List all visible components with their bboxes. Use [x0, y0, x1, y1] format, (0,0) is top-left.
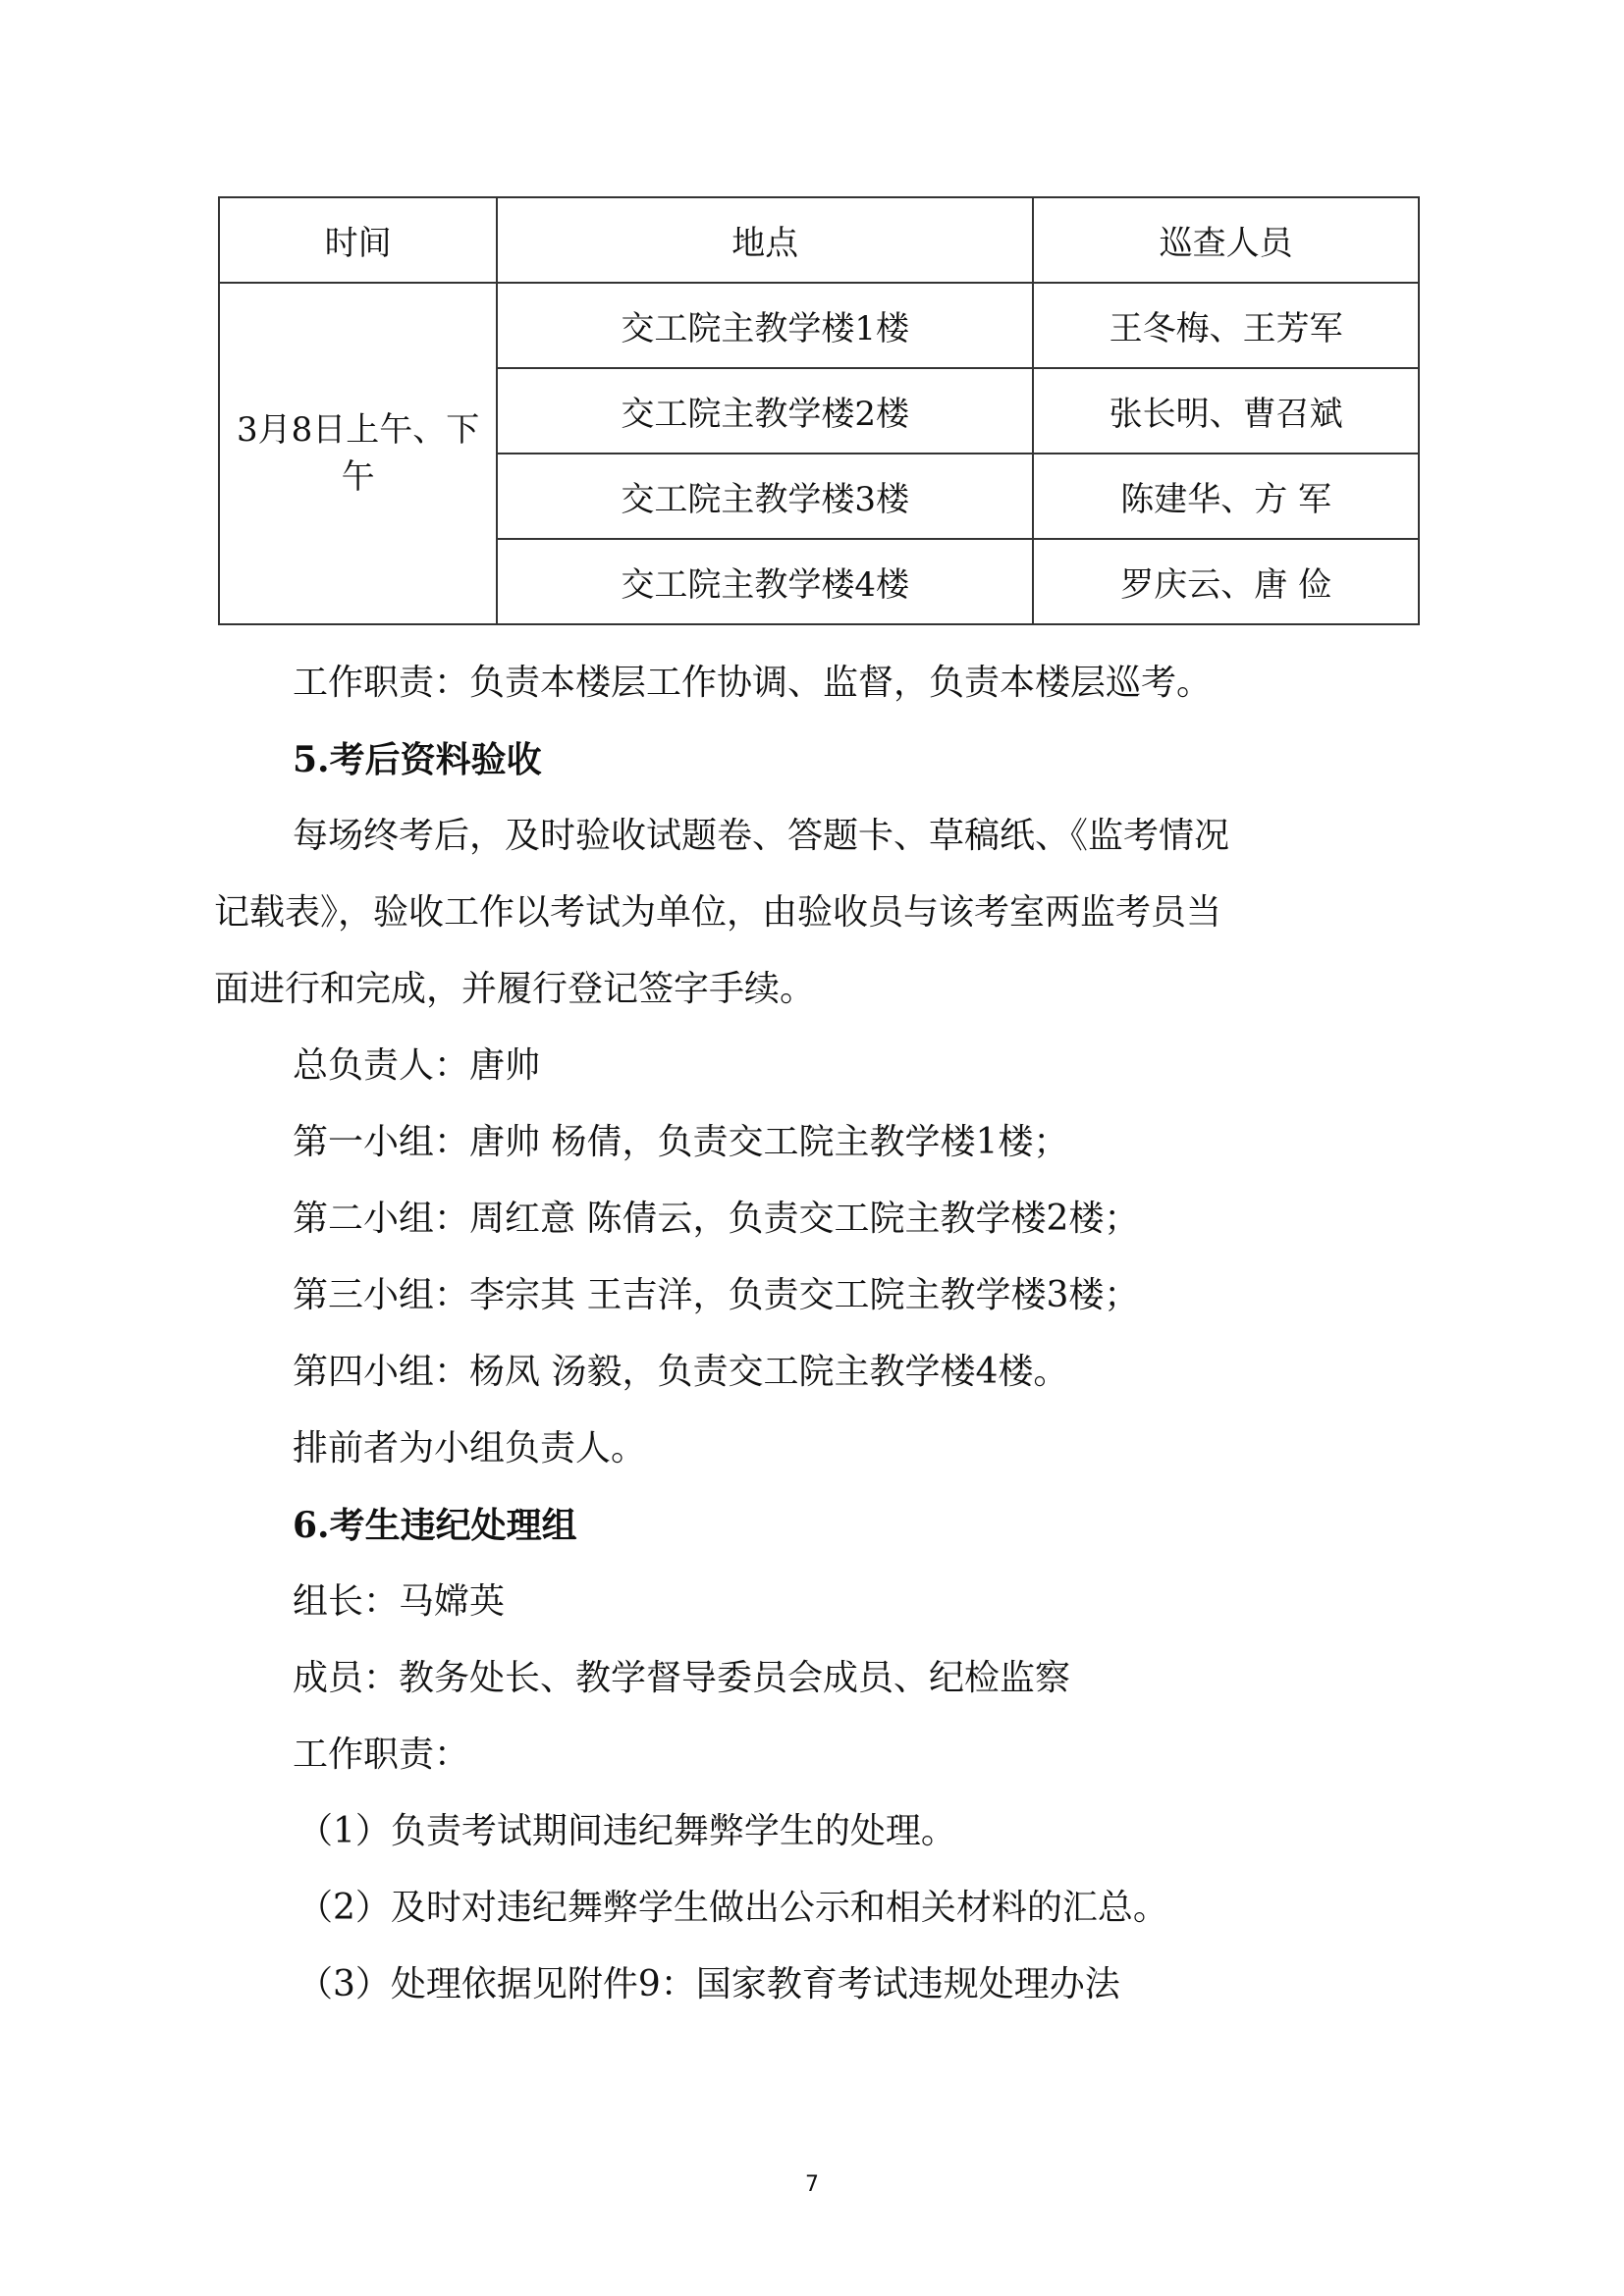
table-header-row	[219, 197, 1419, 283]
location-cell: 交工院主教学楼2楼	[497, 368, 1033, 454]
group-line: 第二小组：周红意 陈倩云，负责交工院主教学楼2楼；	[293, 1199, 1140, 1239]
duty-label: 工作职责：	[293, 1735, 470, 1775]
time-cell: 3月8日上午、下午	[219, 283, 497, 624]
page-number: 7	[805, 2172, 819, 2197]
duty-item: （1）负责考试期间违纪舞弊学生的处理。	[298, 1811, 956, 1851]
location-cell: 交工院主教学楼3楼	[497, 454, 1033, 539]
staff-cell: 张长明、曹召斌	[1033, 368, 1419, 454]
table-row	[219, 283, 1419, 368]
group-members: 成员：教务处长、教学督导委员会成员、纪检监察	[293, 1658, 1071, 1698]
staff-cell: 陈建华、方 军	[1033, 454, 1419, 539]
section-6-heading: 6.考生违纪处理组	[293, 1505, 577, 1546]
group-note: 排前者为小组负责人。	[293, 1428, 647, 1468]
header-staff: 巡查人员	[1033, 197, 1419, 283]
patrol-schedule-table	[218, 196, 1420, 625]
location-cell: 交工院主教学楼1楼	[497, 283, 1033, 368]
paragraph-line: 记载表》，验收工作以考试为单位，由验收员与该考室两监考员当	[214, 892, 1222, 933]
duty-item: （3）处理依据见附件9：国家教育考试违规处理办法	[298, 1964, 1120, 2004]
staff-cell: 王冬梅、王芳军	[1033, 283, 1419, 368]
group-line: 第四小组：杨凤 汤毅，负责交工院主教学楼4楼。	[293, 1352, 1069, 1392]
header-time: 时间	[219, 197, 497, 283]
paragraph-line: 每场终考后，及时验收试题卷、答题卡、草稿纸、《监考情况	[293, 816, 1230, 856]
staff-cell: 罗庆云、唐 俭	[1033, 539, 1419, 624]
section-5-heading: 5.考后资料验收	[293, 739, 542, 780]
header-location: 地点	[497, 197, 1033, 283]
location-cell: 交工院主教学楼4楼	[497, 539, 1033, 624]
paragraph-line: 面进行和完成，并履行登记签字手续。	[214, 969, 816, 1009]
group-leader: 组长：马嫦英	[293, 1581, 506, 1622]
group-line: 第三小组：李宗其 王吉洋，负责交工院主教学楼3楼；	[293, 1275, 1140, 1315]
group-line: 第一小组：唐帅 杨倩，负责交工院主教学楼1楼；	[293, 1122, 1069, 1162]
lead-person: 总负责人：唐帅	[293, 1045, 541, 1086]
duty-paragraph: 工作职责：负责本楼层工作协调、监督，负责本楼层巡考。	[293, 663, 1213, 703]
duty-item: （2）及时对违纪舞弊学生做出公示和相关材料的汇总。	[298, 1888, 1168, 1928]
